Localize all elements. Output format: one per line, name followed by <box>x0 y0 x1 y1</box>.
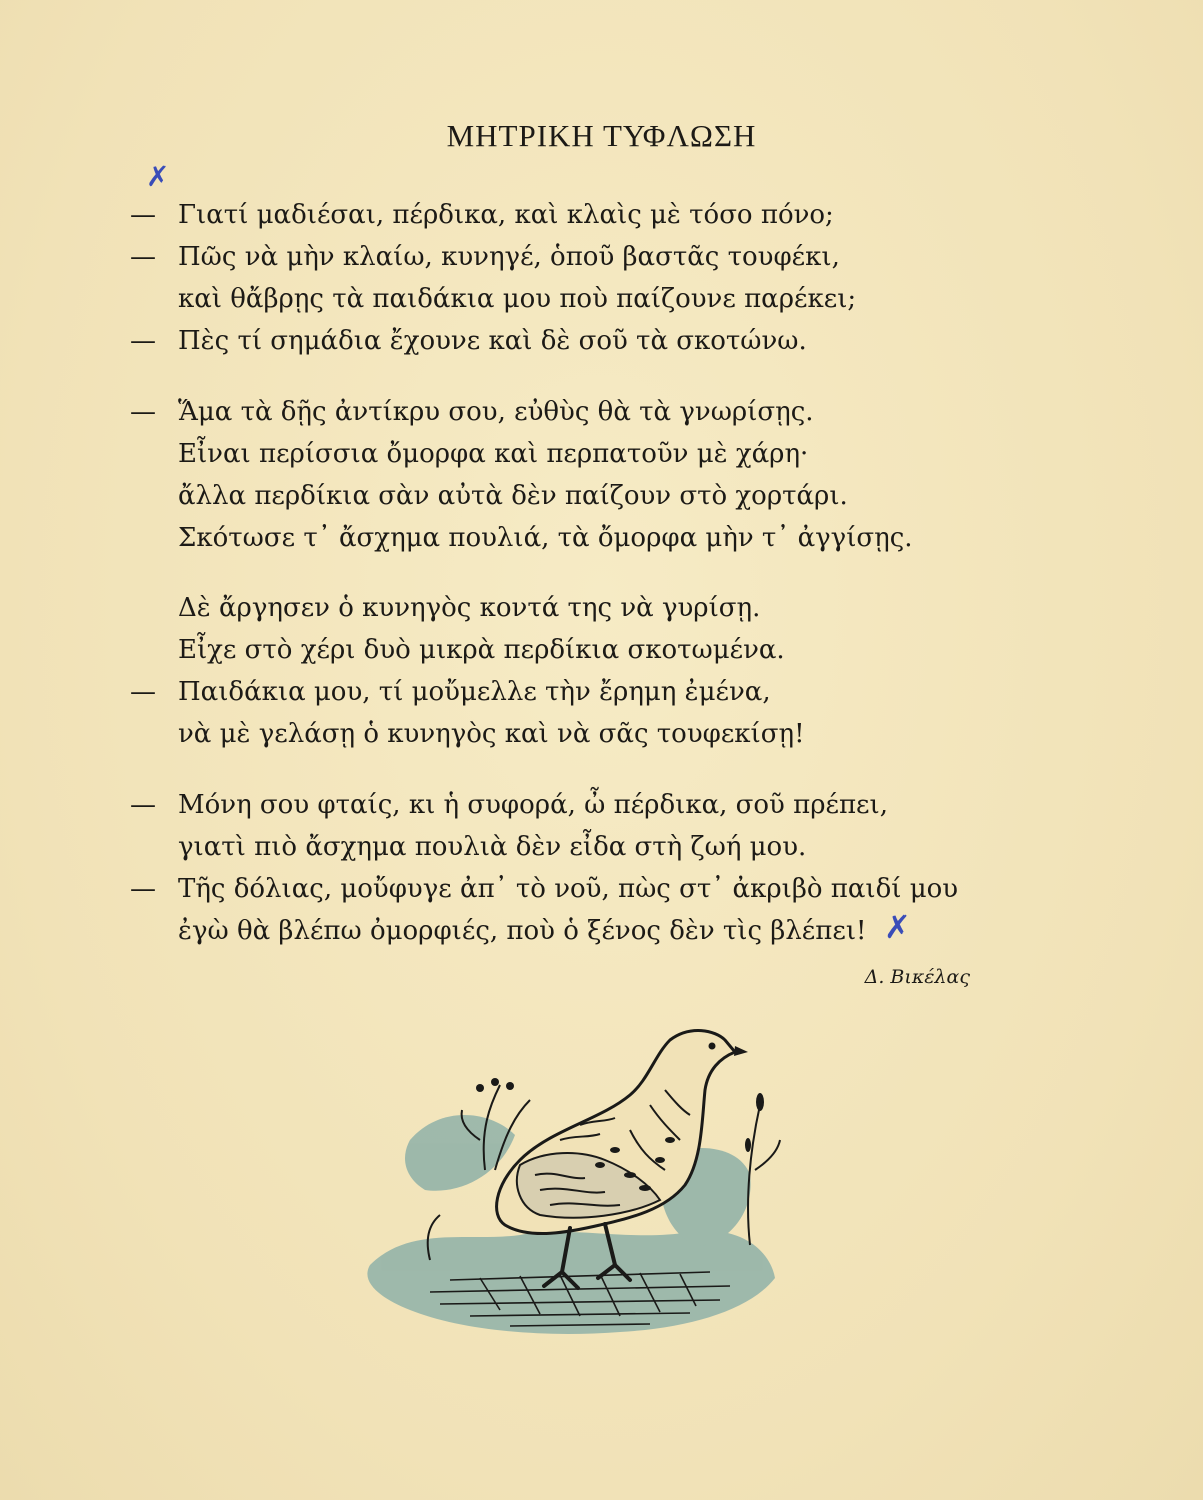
dialogue-dash: — <box>130 397 156 427</box>
verse-line <box>130 868 1030 910</box>
verse-text: ἐγὼ θὰ βλέπω ὀμορφιές, ποὺ ὁ ξένος δὲν τὶς βλέπει! <box>178 916 867 946</box>
verse-line <box>130 320 1030 362</box>
handwritten-mark-end: ✗ <box>884 908 911 946</box>
verse-line <box>130 587 1030 629</box>
verse-text: Εἶναι περίσσια ὄμορφα καὶ περπατοῦν μὲ χάρη· <box>178 439 809 469</box>
verse-line <box>130 629 1030 671</box>
dialogue-dash: — <box>130 242 156 272</box>
verse-text: Εἶχε στὸ χέρι δυὸ μικρὰ περδίκια σκοτωμένα. <box>178 635 785 665</box>
dialogue-dash: — <box>130 677 156 707</box>
dialogue-dash: — <box>130 200 156 230</box>
verse-text: καὶ θἄβρῃς τὰ παιδάκια μου ποὺ παίζουνε παρέκει; <box>178 284 857 314</box>
stanza-1 <box>130 194 1030 362</box>
verse-line <box>130 278 1030 320</box>
dialogue-dash: — <box>130 790 156 820</box>
verse-line <box>130 194 1030 236</box>
verse-line <box>130 391 1030 433</box>
verse-line <box>130 433 1030 475</box>
dialogue-dash: — <box>130 874 156 904</box>
verse-line <box>130 784 1030 826</box>
verse-text: ἄλλα περδίκια σὰν αὐτὰ δὲν παίζουν στὸ χορτάρι. <box>178 481 848 511</box>
verse-text: Γιατί μαδιέσαι, πέρδικα, καὶ κλαὶς μὲ τόσο πόνο; <box>178 200 834 230</box>
verse-text: Τῆς δόλιας, μοὔφυγε ἀπ᾽ τὸ νοῦ, πὼς στ᾽ ἀκριβὸ παιδί μου <box>178 874 959 904</box>
stanza-3 <box>130 587 1030 755</box>
verse-text: γιατὶ πιὸ ἄσχημα πουλιὰ δὲν εἶδα στὴ ζωή μου. <box>178 832 807 862</box>
handwritten-mark-start: ✗ <box>146 160 170 193</box>
partridge-illustration <box>330 1010 800 1340</box>
verse-line <box>130 826 1030 868</box>
verse-text: νὰ μὲ γελάσῃ ὁ κυνηγὸς καὶ νὰ σᾶς τουφεκίσῃ! <box>178 719 805 749</box>
stanza-2 <box>130 391 1030 559</box>
verse-text: Μόνη σου φταίς, κι ἡ συφορά, ὦ πέρδικα, σοῦ πρέπει, <box>178 790 888 820</box>
poem-author: Δ. Βικέλας <box>864 966 970 988</box>
dialogue-dash: — <box>130 326 156 356</box>
verse-text: Σκότωσε τ᾽ ἄσχημα πουλιά, τὰ ὄμορφα μὴν τ᾽ ἀγγίσῃς. <box>178 523 913 553</box>
verse-text: Δὲ ἄργησεν ὁ κυνηγὸς κοντά της νὰ γυρίσῃ. <box>178 593 761 623</box>
verse-line <box>130 236 1030 278</box>
poem-title: ΜΗΤΡΙΚΗ ΤΥΦΛΩΣΗ <box>446 118 757 153</box>
verse-text: Πὲς τί σημάδια ἔχουνε καὶ δὲ σοῦ τὰ σκοτώνω. <box>178 326 807 356</box>
verse-line <box>130 475 1030 517</box>
verse-line <box>130 713 1030 755</box>
verse-text: Πῶς νὰ μὴν κλαίω, κυνηγέ, ὁποῦ βαστᾶς τουφέκι, <box>178 242 840 272</box>
verse-line <box>130 671 1030 713</box>
verse-text: Παιδάκια μου, τί μοὔμελλε τὴν ἔρημη ἐμένα, <box>178 677 771 707</box>
verse-text: Ἅμα τὰ δῇς ἀντίκρυ σου, εὐθὺς θὰ τὰ γνωρίσῃς. <box>178 397 814 427</box>
verse-line <box>130 517 1030 559</box>
